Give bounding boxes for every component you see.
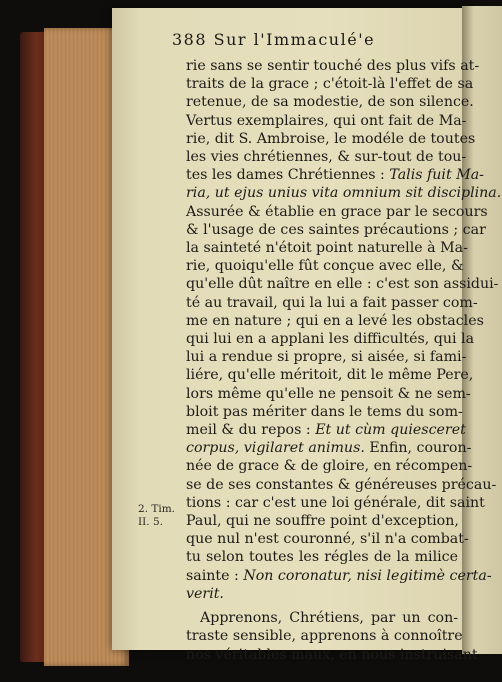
text-run: Paul, qui ne souffre point d'exception, <box>186 513 459 530</box>
text-line <box>186 112 467 130</box>
text-line <box>186 294 478 312</box>
text-line <box>186 148 467 166</box>
text-line <box>186 275 499 293</box>
text-run: tes les dames Chrétiennes : <box>186 167 390 184</box>
text-run: & l'usage de ces saintes précautions ; car <box>186 221 486 238</box>
text-line <box>186 93 474 111</box>
text-run: se de ses constantes & généreuses précau- <box>186 476 497 493</box>
text-run: Vertus exemplaires, qui ont fait de Ma- <box>186 112 467 129</box>
latin-quote: Talis fuit Ma- <box>389 167 484 184</box>
text-line <box>186 203 488 221</box>
text-run: nos véritables maux, en nous instruisant <box>186 646 478 663</box>
text-line <box>186 184 502 202</box>
text-line <box>186 130 476 148</box>
text-line <box>186 366 474 384</box>
text-run: rie, quoiqu'elle fût conçue avec elle, & <box>186 258 464 275</box>
margin-reference-line: II. 5. <box>138 516 163 528</box>
text-line <box>186 57 480 75</box>
text-line <box>186 476 497 494</box>
text-run: Apprenons, Chrétiens, par un con- <box>200 610 458 627</box>
text-line <box>186 257 464 275</box>
text-line <box>186 494 485 512</box>
body-text <box>186 57 502 664</box>
latin-quote: Et ut cùm quiesceret <box>315 422 466 439</box>
text-line <box>186 585 458 603</box>
text-line <box>186 548 458 566</box>
text-run: té au travail, qui la lui a fait passer com- <box>186 294 478 311</box>
text-run: tu selon toutes les régles de la milice <box>186 549 458 566</box>
text-line <box>186 166 484 184</box>
text-run: bloit pas mériter dans le tems du som- <box>186 403 463 420</box>
text-run: Assurée & établie en grace par le secours <box>186 203 488 220</box>
text-run: traits de la grace ; c'étoit-là l'effet de sa <box>186 76 474 93</box>
running-head: 388 Sur l'Immaculé'e <box>172 30 376 49</box>
text-line <box>186 609 458 627</box>
latin-quote: corpus, vigilaret animus. <box>186 440 365 457</box>
text-line <box>186 530 469 548</box>
text-run: me en nature ; qui en a levé les obstacles <box>186 312 484 329</box>
text-run: meil & du repos : <box>186 422 316 439</box>
margin-reference-line: 2. Tim. <box>138 503 176 515</box>
text-line <box>186 567 492 585</box>
text-run: née de grace & de gloire, en récompen- <box>186 458 473 475</box>
text-line <box>186 512 458 530</box>
text-line <box>186 627 463 645</box>
text-run: qu'elle dût naître en elle : c'est son assidui- <box>186 276 499 293</box>
text-run: lui a rendue si propre, si aisée, si fami- <box>186 349 467 366</box>
text-line <box>186 312 484 330</box>
text-line <box>186 403 463 421</box>
text-run: retenue, de sa modestie, de son silence. <box>186 94 474 111</box>
text-line <box>186 439 472 457</box>
text-line <box>186 385 471 403</box>
text-line <box>186 646 478 664</box>
latin-quote: ria, ut ejus unius vita omnium sit disciplina. <box>186 185 502 202</box>
text-run: que nul n'est couronné, s'il n'a combat- <box>186 531 469 548</box>
text-run: rie sans se sentir touché des plus vifs at- <box>186 58 480 74</box>
text-run: tions : car c'est une loi générale, dit saint <box>186 494 485 511</box>
text-line <box>186 75 474 93</box>
text-run: lors même qu'elle ne pensoit & ne sem- <box>186 385 471 402</box>
text-run: rie, dit S. Ambroise, le modéle de toutes <box>186 130 476 147</box>
text-run: traste sensible, apprenons à connoître <box>186 628 463 645</box>
text-run: Enfin, couron- <box>364 440 472 457</box>
latin-quote: verit. <box>186 585 224 602</box>
text-run: liére, qu'elle méritoit, dit le même Pere, <box>186 367 474 384</box>
text-run: les vies chrétiennes, & sur-tout de tou- <box>186 149 467 166</box>
text-run: la sainteté n'étoit point naturelle à Ma- <box>186 240 468 257</box>
text-line <box>186 221 486 239</box>
text-line <box>186 239 468 257</box>
text-line <box>186 330 475 348</box>
text-run: sainte : <box>186 567 244 584</box>
margin-reference <box>138 503 182 529</box>
text-run: qui lui en a applani les difficultés, qui la <box>186 331 475 348</box>
text-line <box>186 421 466 439</box>
text-line <box>186 348 467 366</box>
latin-quote: Non coronatur, nisi legitimè certa- <box>243 567 492 584</box>
text-line <box>186 457 473 475</box>
